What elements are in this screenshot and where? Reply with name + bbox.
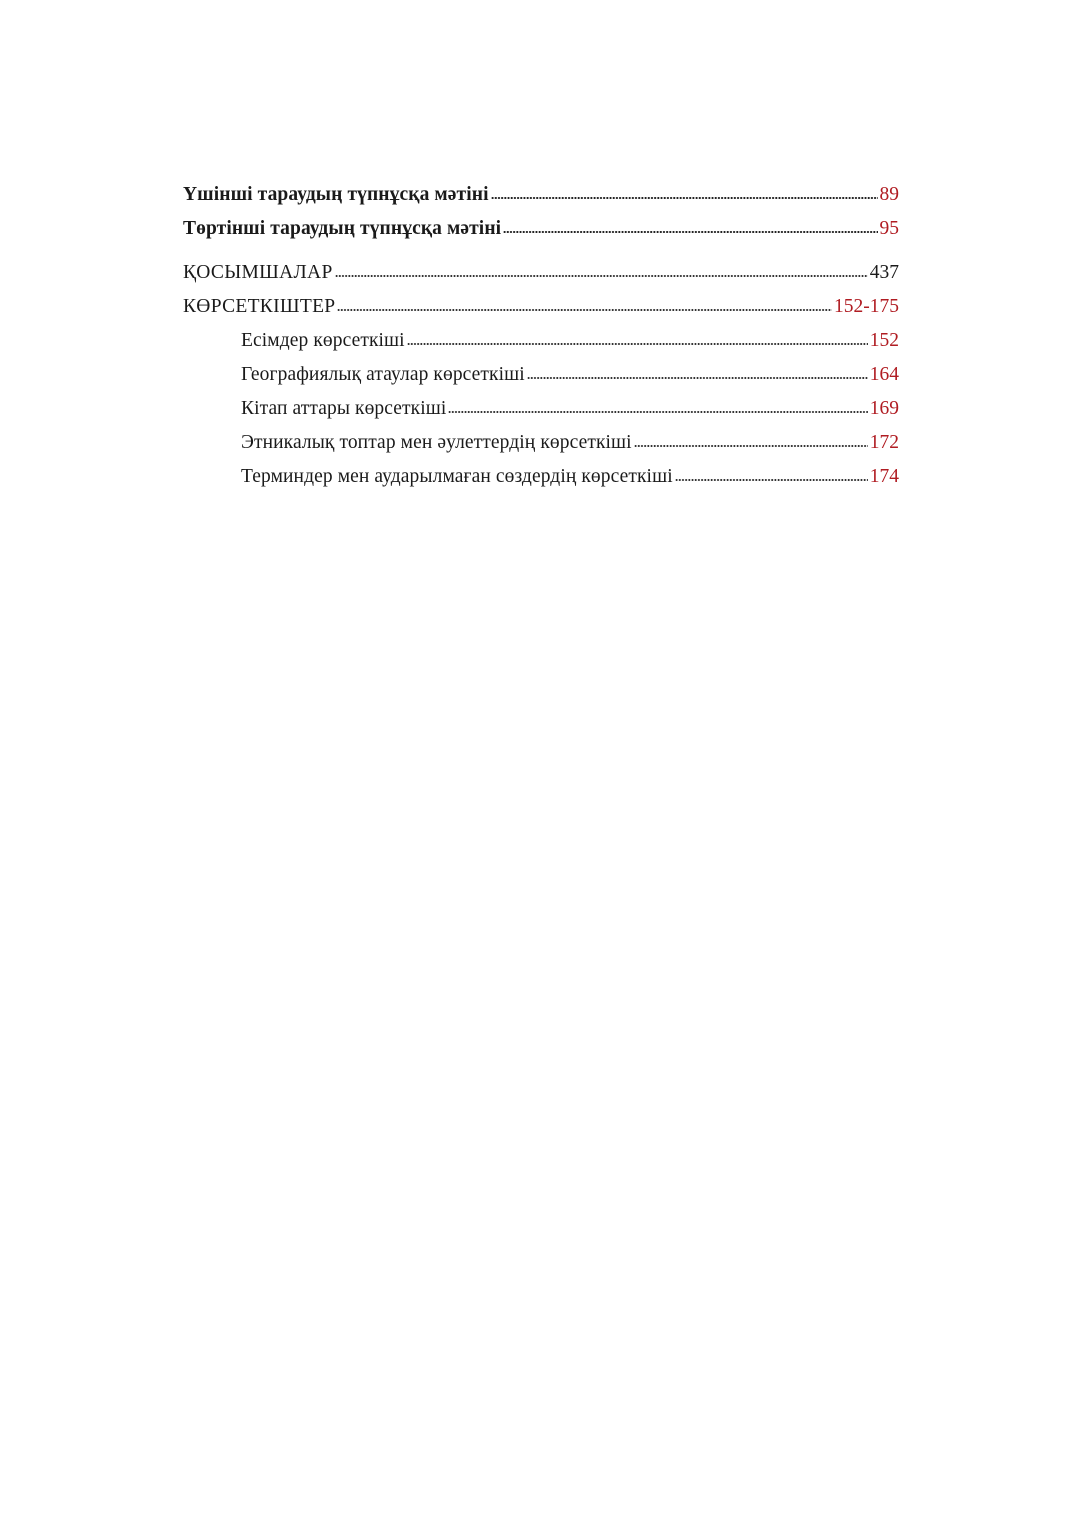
toc-page-number: 95: [879, 218, 899, 239]
dot-leader: [335, 275, 868, 277]
toc-page-number: 174: [869, 466, 899, 487]
toc-entry-title: Терминдер мен аударылмаған сөздердің көрсеткіші: [241, 466, 673, 487]
toc-page-number: 164: [869, 364, 899, 385]
toc-entry-title: КӨРСЕТКІШТЕР: [183, 296, 336, 317]
dot-leader: [491, 197, 878, 199]
toc-entry-title: Этникалық топтар мен әулеттердің көрсеткіші: [241, 432, 632, 453]
toc-entry-appendices[interactable]: [183, 256, 899, 290]
toc-entry-title: Есімдер көрсеткіші: [241, 330, 405, 351]
toc-entry-title: Төртінші тараудың түпнұсқа мәтіні: [183, 218, 502, 239]
dot-leader: [407, 343, 868, 345]
toc-entry-geographic-names-index[interactable]: [183, 358, 899, 392]
dot-leader: [448, 411, 867, 413]
toc-entry-title: Үшінші тараудың түпнұсқа мәтіні: [183, 184, 489, 205]
toc-entry-ethnic-groups-index[interactable]: [183, 426, 899, 460]
dot-leader: [675, 479, 868, 481]
toc-entry-indexes[interactable]: [183, 290, 899, 324]
toc-page-number: 152-175: [834, 296, 899, 317]
table-of-contents: [183, 178, 899, 494]
toc-entry-book-titles-index[interactable]: [183, 392, 899, 426]
toc-entry-title: Кітап аттары көрсеткіші: [241, 398, 447, 419]
dot-leader: [503, 231, 877, 233]
dot-leader: [527, 377, 868, 379]
toc-page-number: 89: [879, 184, 899, 205]
toc-entry-title: Географиялық атаулар көрсеткіші: [241, 364, 525, 385]
toc-entry-chapter-4-original-text[interactable]: [183, 212, 899, 246]
toc-page-number: 152: [869, 330, 899, 351]
dot-leader: [634, 445, 868, 447]
toc-entry-names-index[interactable]: [183, 324, 899, 358]
dot-leader: [337, 309, 832, 311]
toc-page-number: 169: [869, 398, 899, 419]
toc-page-number: 172: [869, 432, 899, 453]
toc-page-number: 437: [869, 262, 899, 283]
toc-entry-chapter-3-original-text[interactable]: [183, 178, 899, 212]
toc-entry-terms-index[interactable]: [183, 460, 899, 494]
toc-entry-title: ҚОСЫМШАЛАР: [183, 262, 333, 283]
